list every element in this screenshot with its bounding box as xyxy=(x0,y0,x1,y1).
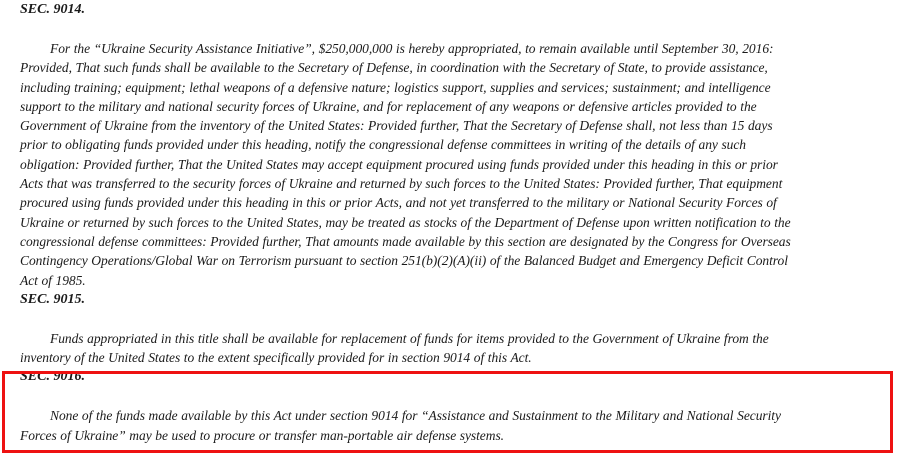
text-line: prior to obligating funds provided under this heading, notify the congressional defense committees in writing of the details of any such xyxy=(20,137,747,153)
section-9016 xyxy=(20,367,882,445)
text-line: For the “Ukraine Security Assistance Initiative”, $250,000,000 is hereby appropriated, to remain available until September 30, 2016: xyxy=(50,41,774,56)
text-line: obligation: Provided further, That the United States may accept equipment procured using funds provided under this heading in this or prior xyxy=(20,156,778,172)
text-line: inventory of the United States to the extent specifically provided for in section 9014 of this Act. xyxy=(20,350,532,366)
text-line: Forces of Ukraine” may be used to procure or transfer man-portable air defense systems. xyxy=(20,427,504,443)
text-line: support to the military and national security forces of Ukraine, and for replacement of any weapons or defensive articles provided to the xyxy=(20,98,757,114)
spacer xyxy=(20,309,882,329)
section-paragraph xyxy=(20,329,882,368)
text-line: Funds appropriated in this title shall be available for replacement of funds for items provided to the Government of Ukraine from the xyxy=(50,330,769,346)
spacer xyxy=(20,386,882,406)
text-line: Government of Ukraine from the inventory of the United States: Provided further, That the Secretary of Defense shall, not less than 15 days xyxy=(20,118,773,134)
section-9015 xyxy=(20,290,882,368)
section-heading: SEC. 9015. xyxy=(20,291,85,307)
section-paragraph xyxy=(20,406,882,445)
document-body xyxy=(20,0,882,445)
text-line: Provided, That such funds shall be available to the Secretary of Defense, in coordination with the Secretary of State, to provide assistance, xyxy=(20,60,768,76)
section-9014 xyxy=(20,0,882,290)
text-line: procured using funds provided under this heading in this or prior Acts, and not yet transferred to the military or National Security Forces of xyxy=(20,195,777,211)
text-line: None of the funds made available by this Act under section 9014 for “Assistance and Sustainment to the Military and National Security xyxy=(50,408,781,424)
text-line: congressional defense committees: Provided further, That amounts made available by this section are designated by the Congress for Overseas xyxy=(20,233,791,249)
section-heading: SEC. 9014. xyxy=(20,2,85,17)
text-line: Act of 1985. xyxy=(20,272,86,288)
text-line: Acts that was transferred to the security forces of Ukraine and returned by such forces to the United States: Provided further, That equipment xyxy=(20,176,783,192)
section-heading: SEC. 9016. xyxy=(20,369,85,385)
text-line: including training; equipment; lethal weapons of a defensive nature; logistics support, supplies and services; sustainment; and intelligence xyxy=(20,79,771,95)
text-line: Ukraine or returned by such forces to the United States, may be treated as stocks of the Department of Defense upon written notification to the xyxy=(20,214,791,230)
text-line: Contingency Operations/Global War on Terrorism pursuant to section 251(b)(2)(A)(ii) of the Balanced Budget and Emergency Deficit Control xyxy=(20,253,788,269)
section-paragraph xyxy=(20,39,882,290)
spacer xyxy=(20,19,882,39)
